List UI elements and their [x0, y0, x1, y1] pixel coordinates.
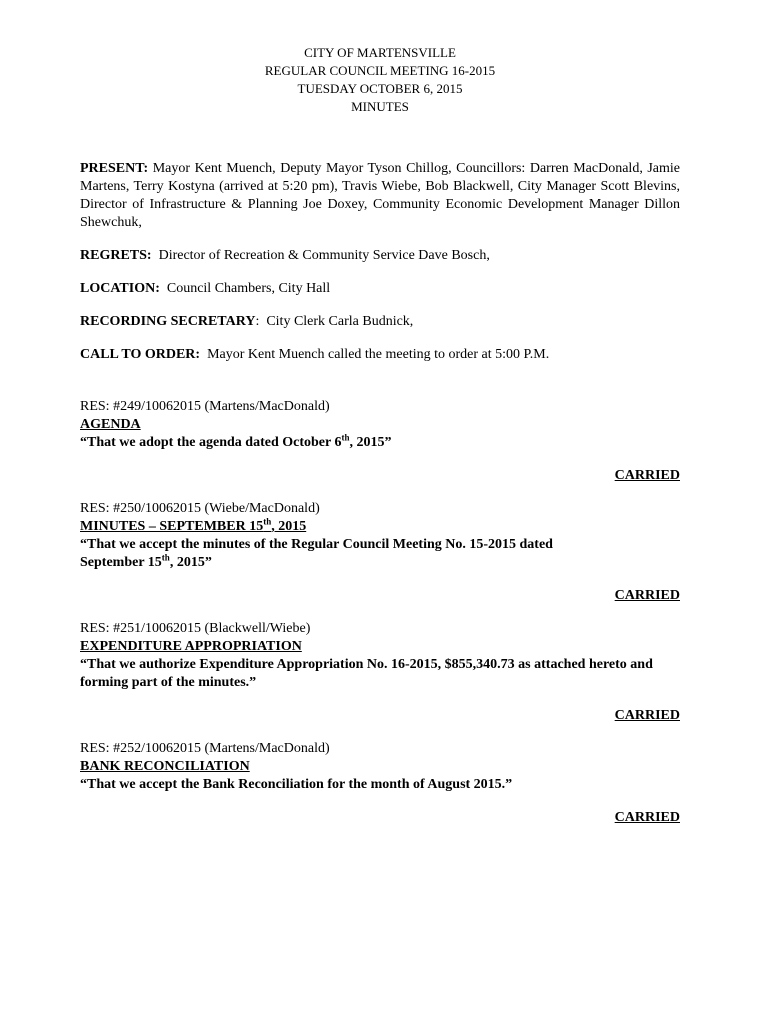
- resolution-heading: AGENDA: [80, 417, 141, 432]
- resolution-heading: BANK RECONCILIATION: [80, 759, 250, 774]
- resolution-motion: “That we accept the minutes of the Regular Council Meeting No. 15-2015 dated September 15th, 2015”: [80, 537, 553, 570]
- secretary-text: : City Clerk Carla Budnick,: [255, 314, 414, 329]
- present-section: [80, 160, 680, 232]
- resolution-motion: “That we authorize Expenditure Appropriation No. 16-2015, $855,340.73 as attached hereto and forming part of the minutes.”: [80, 657, 653, 690]
- location-text: Council Chambers, City Hall: [159, 281, 331, 296]
- resolution-250: [80, 500, 680, 572]
- location-label: LOCATION:: [80, 281, 160, 296]
- present-text: Mayor Kent Muench, Deputy Mayor Tyson Chillog, Councillors: Darren MacDonald, Jamie Martens, Terry Kostyna (arrived at 5:20 pm), Travis Wiebe, Bob Blackwell, City Manager Scott Blevins, Director of Infrastructure & Planning Joe Doxey, Community Economic Development Manager Dillon Shewchuk,: [80, 161, 680, 230]
- header-meeting: REGULAR COUNCIL MEETING 16-2015: [264, 63, 496, 78]
- call-to-order-label: CALL TO ORDER:: [80, 347, 201, 362]
- header-date: TUESDAY OCTOBER 6, 2015: [297, 81, 463, 96]
- resolution-heading: EXPENDITURE APPROPRIATION: [80, 639, 302, 654]
- resolution-249: [80, 398, 680, 452]
- resolution-251: [80, 620, 680, 692]
- status-carried: CARRIED: [614, 810, 680, 825]
- status-carried: CARRIED: [614, 708, 680, 723]
- secretary-label: RECORDING SECRETARY: [80, 314, 256, 329]
- resolution-motion: “That we accept the Bank Reconciliation for the month of August 2015.”: [80, 777, 513, 792]
- regrets-text: Director of Recreation & Community Service Dave Bosch,: [151, 248, 490, 263]
- regrets-label: REGRETS:: [80, 248, 152, 263]
- resolution-number: RES: #252/10062015 (Martens/MacDonald): [80, 741, 330, 756]
- document-header: [80, 0, 680, 116]
- present-label: PRESENT:: [80, 161, 149, 176]
- resolution-number: RES: #251/10062015 (Blackwell/Wiebe): [80, 621, 311, 636]
- status-carried: CARRIED: [614, 468, 680, 483]
- resolution-252: [80, 740, 680, 794]
- status-carried: CARRIED: [614, 588, 680, 603]
- resolution-number: RES: #249/10062015 (Martens/MacDonald): [80, 399, 330, 414]
- resolution-number: RES: #250/10062015 (Wiebe/MacDonald): [80, 501, 320, 516]
- resolution-heading: MINUTES – SEPTEMBER 15th, 2015: [80, 516, 307, 534]
- call-to-order-section: [80, 346, 680, 364]
- regrets-section: [80, 247, 680, 265]
- location-section: [80, 280, 680, 298]
- header-city: CITY OF MARTENSVILLE: [304, 45, 456, 60]
- resolution-motion: “That we adopt the agenda dated October 6th, 2015”: [80, 432, 392, 450]
- secretary-section: [80, 313, 680, 331]
- header-doc-type: MINUTES: [351, 99, 409, 114]
- call-to-order-text: Mayor Kent Muench called the meeting to order at 5:00 P.M.: [200, 347, 550, 362]
